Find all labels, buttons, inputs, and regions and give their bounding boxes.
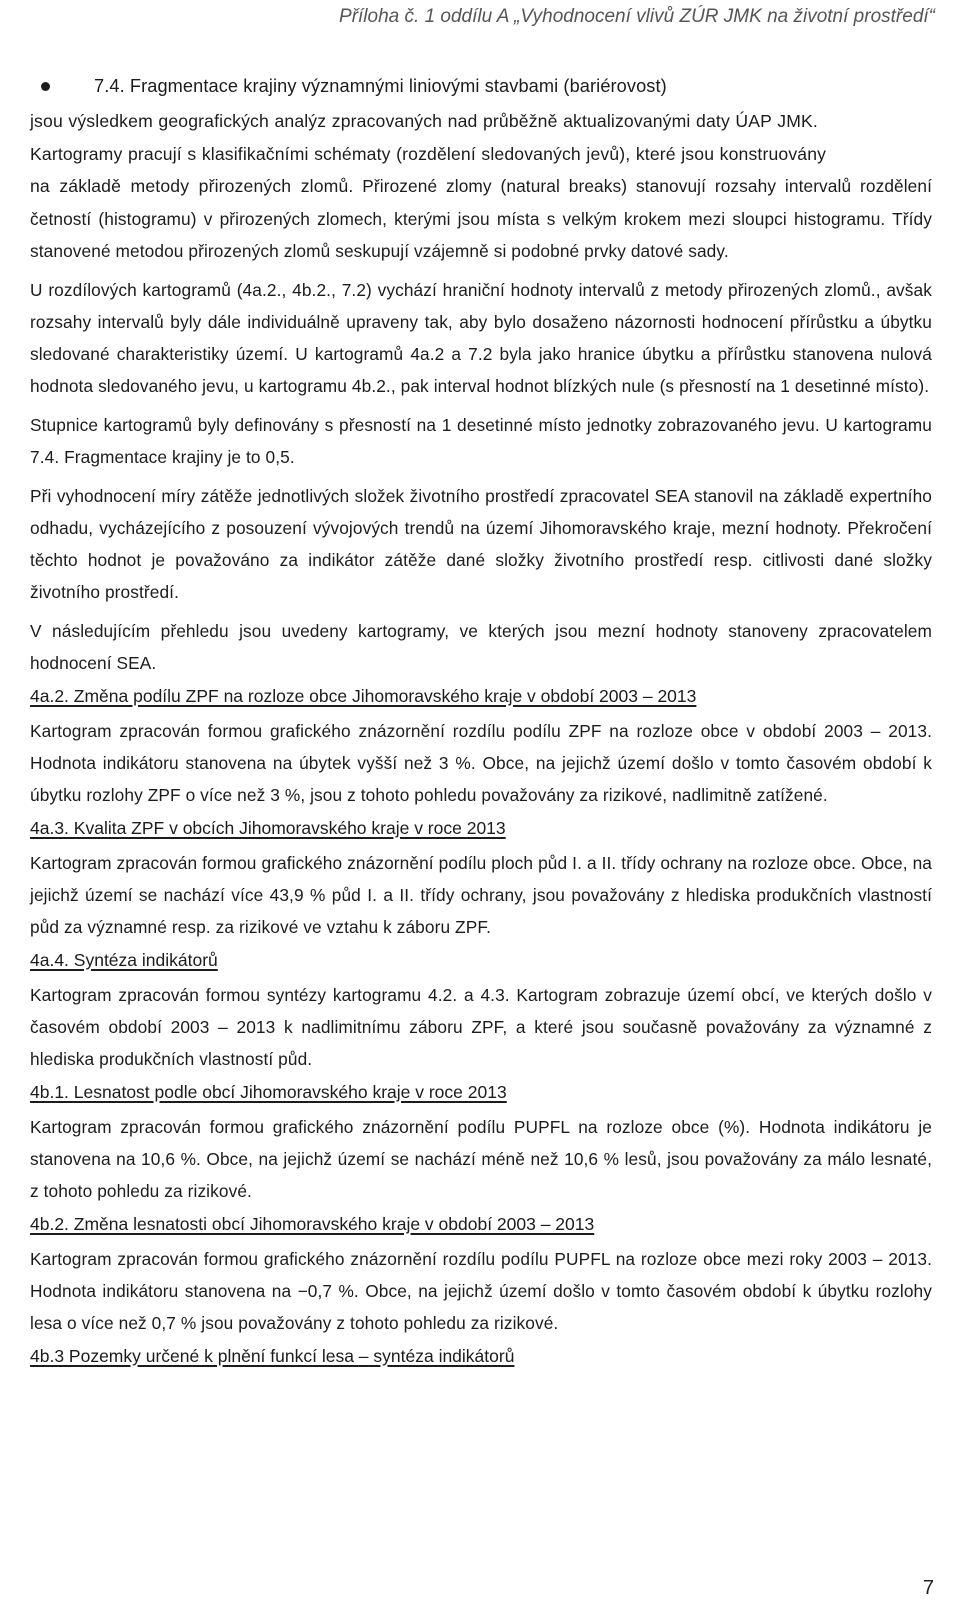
section-text: Kartogram zpracován formou syntézy kartogramu 4.2. a 4.3. Kartogram zobrazuje území obcí, ve kterých došlo v časovém období 2003 – 2013 k nadlimitnímu záboru ZPF, a které jsou současně považovány za významné z hlediska produkčních vlastností půd.: [30, 984, 932, 1069]
section-heading: 4a.4. Syntéza indikátorů: [30, 949, 218, 970]
section-text: Kartogram zpracován formou grafického znázornění podílu ploch půd I. a II. třídy ochrany na rozloze obce. Obce, na jejichž území se nachází více 43,9 % půd I. a II. třídy ochrany, jsou považovány z hlediska produkčních vlastností půd za významné resp. za rizikové ve vztahu k záboru ZPF.: [30, 852, 932, 937]
section-heading: 4b.1. Lesnatost podle obcí Jihomoravského kraje v roce 2013: [30, 1081, 507, 1102]
heading-prefix: 4b.3 Pozemky určené k plnění funkcí lesa: [30, 1345, 359, 1366]
section-text: Kartogram zpracován formou grafického znázornění podílu PUPFL na rozloze obce (%). Hodnota indikátoru je stanovena na 10,6 %. Obce, na jejichž území se nachází méně než 10,6 % lesů, jsou považovány za málo lesnaté, z tohoto pohledu za rizikové.: [30, 1116, 932, 1201]
page-number: 7: [922, 1577, 934, 1599]
paragraph-vyhodnoceni: Při vyhodnocení míry zátěže jednotlivých složek životního prostředí zpracovatel SEA stanovil na základě expertního odhadu, vycházejícího z posouzení vývojových trendů na území Jihomoravského kraje, mezní hodnoty. Překročení těchto hodnot je považováno za indikátor zátěže dané složky životního prostředí resp. citlivosti dané složky životního prostředí.: [30, 485, 932, 602]
intro-line: Kartogramy pracují s klasifikačními schématy (rozdělení sledovaných jevů), které jsou konstruovány: [30, 143, 827, 164]
section-text: Kartogram zpracován formou grafického znázornění rozdílu podílu ZPF na rozloze obce v období 2003 – 2013. Hodnota indikátoru stanovena na úbytek vyšší než 3 %. Obce, na jejichž území došlo v tomto časovém období k úbytku rozlohy ZPF o více než 3 %, jsou z tohoto pohledu považovány za rizikové, nadlimitně zatížené.: [30, 720, 932, 805]
bullet-item: [30, 72, 932, 100]
intro-line-start: na základě metody přirozených zlomů.: [30, 176, 354, 196]
bullet-heading: 7.4. Fragmentace krajiny významnými liniovými stavbami (bariérovost): [94, 76, 667, 96]
intro-paragraph: [30, 170, 932, 267]
intro-line-rest: Přirozené zlomy (natural breaks) stanovují rozsahy intervalů rozdělení četností (histogramu) v přirozených zlomech, kterými jsou místa s velkým krokem mezi sloupci histogramu. Třídy stanovené metodou přirozených zlomů seskupují vzájemně si podobné prvky datové sady.: [30, 176, 933, 261]
section-heading: 4a.2. Změna podílu ZPF na rozloze obce Jihomoravského kraje v období 2003 – 2013: [30, 685, 697, 706]
paragraph-rozdilove: U rozdílových kartogramů (4a.2., 4b.2., 7.2) vychází hraniční hodnoty intervalů z metody přirozených zlomů., avšak rozsahy intervalů byly dále individuálně upraveny tak, aby bylo dosaženo názornosti hodnocení přírůstku a úbytku sledované charakteristiky území. U kartogramů 4a.2 a 7.2 byla jako hranice úbytku a přírůstku stanovena nulová hodnota sledovaného jevu, u kartogramu 4b.2., pak interval hodnot blízkých nule (s přesností na 1 desetinné místo).: [30, 279, 932, 396]
section-heading: 4a.3. Kvalita ZPF v obcích Jihomoravského kraje v roce 2013: [30, 817, 506, 838]
heading-suffix: syntéza indikátorů: [368, 1345, 515, 1366]
section-heading-last: [30, 1343, 932, 1369]
intro-line: jsou výsledkem geografických analýz zpracovaných nad průběžně aktualizovanými daty ÚAP JMK.: [30, 111, 818, 131]
paragraph-prehled: V následujícím přehledu jsou uvedeny kartogramy, ve kterých jsou mezní hodnoty stanoveny zpracovatelem hodnocení SEA.: [30, 620, 932, 673]
page-header: Příloha č. 1 oddílu A „Vyhodnocení vlivů ZÚR JMK na životní prostředí“: [339, 6, 935, 27]
paragraph-stupnice: Stupnice kartogramů byly definovány s přesností na 1 desetinné místo jednotky zobrazovaného jevu. U kartogramu 7.4. Fragmentace krajiny je to 0,5.: [30, 414, 932, 467]
document-body: [30, 72, 932, 1375]
heading-dash: –: [358, 1345, 369, 1366]
section-heading: 4b.2. Změna lesnatosti obcí Jihomoravského kraje v období 2003 – 2013: [30, 1213, 595, 1234]
section-text: Kartogram zpracován formou grafického znázornění rozdílu podílu PUPFL na rozloze obce mezi roky 2003 – 2013. Hodnota indikátoru stanovena na −0,7 %. Obce, na jejichž území došlo v tomto časovém období k úbytku rozlohy lesa o více než 0,7 % jsou považovány z tohoto pohledu za rizikové.: [30, 1248, 932, 1333]
bullet-icon: [41, 82, 50, 91]
